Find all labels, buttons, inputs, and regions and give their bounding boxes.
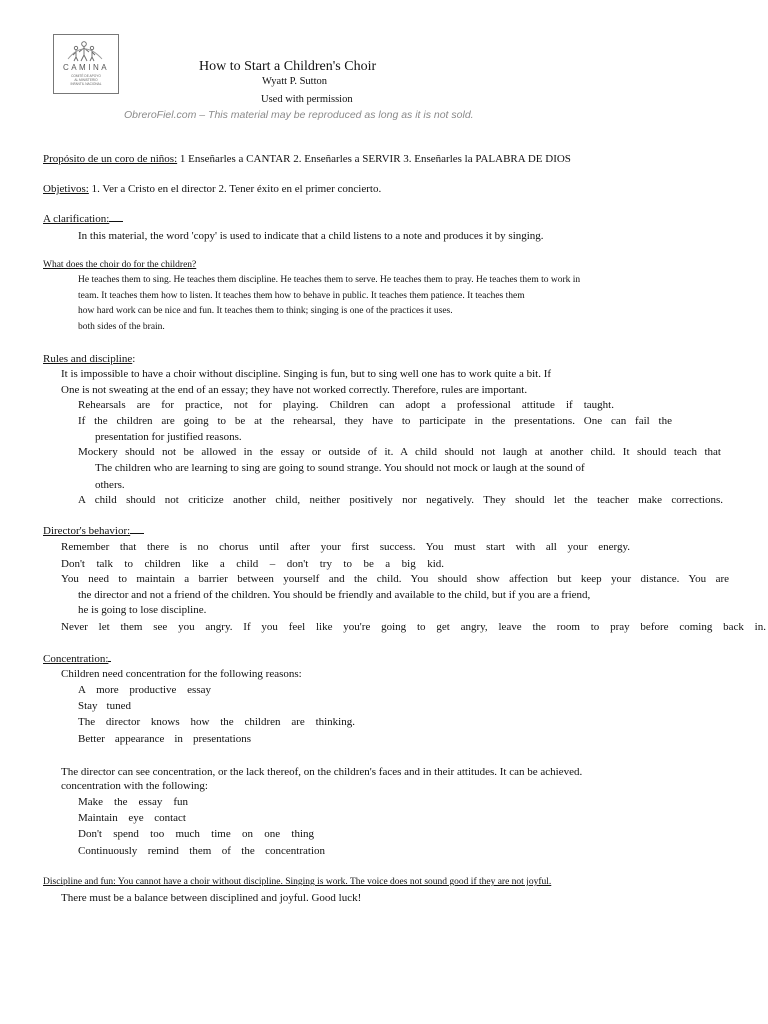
concentration-method: Make the essay fun: [78, 796, 188, 808]
what-does-line: team. It teaches them how to listen. It teaches them how to behave in public. It teaches them patience. It teaches them: [78, 291, 525, 301]
what-does-line: both sides of the brain.: [78, 322, 165, 332]
rules-item: others.: [95, 479, 125, 491]
concentration-reason: The director knows how the children are thinking.: [78, 716, 355, 728]
purpose-label: Propósito de un coro de niños:: [43, 153, 178, 165]
director-heading-line: [43, 525, 144, 537]
concentration-heading-line: [43, 653, 111, 665]
purpose-text: 1 Enseñarles a CANTAR 2. Enseñarles a SERVIR 3. Enseñarles la PALABRA DE DIOS: [177, 153, 571, 165]
director-line: Never let them see you angry. If you feel like you're going to get angry, leave the room to pray before coming back in.: [61, 621, 766, 633]
rules-item: presentation for justified reasons.: [95, 431, 242, 443]
director-line: You need to maintain a barrier between yourself and the child. You should show affection but keep your distance. You are: [61, 573, 729, 585]
concentration-reason: A more productive essay: [78, 684, 211, 696]
concentration-reason: Better appearance in presentations: [78, 733, 251, 745]
rules-item: Rehearsals are for practice, not for playing. Children can adopt a professional attitude if taught.: [78, 399, 614, 411]
clarification-heading-line: [43, 213, 123, 225]
director-heading: Director's behavior:: [43, 525, 131, 537]
concentration-method: Don't spend too much time on one thing: [78, 828, 314, 840]
concentration-heading: Concentration:: [43, 653, 109, 665]
document-title: How to Start a Children's Choir: [199, 59, 377, 74]
concentration-reason: Stay tuned: [78, 700, 131, 712]
rules-item: The children who are learning to sing are going to sound strange. You should not mock or laugh at the sound of: [95, 462, 585, 474]
discipline-fun-closing: There must be a balance between disciplined and joyful. Good luck!: [61, 892, 362, 904]
logo-tagline: AL MINISTERIO: [74, 78, 98, 82]
heading-underline: [109, 220, 123, 222]
heading-underline: [108, 660, 111, 662]
logo-tagline: COMITÉ DE APOYO: [71, 74, 101, 78]
director-line: he is going to lose discipline.: [78, 604, 207, 616]
rules-item: Mockery should not be allowed in the essay or outside of it. A child should not laugh at another child. It should teach that: [78, 446, 721, 458]
objectives-text: 1. Ver a Cristo en el director 2. Tener éxito en el primer concierto.: [91, 183, 382, 195]
purpose-line: [43, 153, 571, 165]
camina-logo: [53, 34, 119, 94]
objectives-label: Objetivos:: [43, 183, 89, 195]
what-does-heading: What does the choir do for the children?: [43, 260, 197, 270]
heading-underline: [130, 532, 144, 534]
concentration-paragraph: The director can see concentration, or the lack thereof, on the children's faces and in their attitudes. It can be achieved.: [61, 766, 583, 778]
director-line: Remember that there is no chorus until after your first success. You must start with all your energy.: [61, 541, 630, 553]
rules-item: A child should not criticize another child, neither positively nor negatively. They should let the teacher make corrections.: [78, 494, 723, 506]
concentration-method: Maintain eye contact: [78, 812, 186, 824]
rules-item: If the children are going to be at the rehearsal, they have to participate in the presentations. One can fail the: [78, 415, 672, 427]
objectives-line: [43, 183, 382, 195]
rules-heading-line: [43, 353, 135, 365]
concentration-method: Continuously remind them of the concentration: [78, 845, 325, 857]
rules-intro: One is not sweating at the end of an essay; they have not worked correctly. Therefore, rules are important.: [61, 384, 528, 396]
author: Wyatt P. Sutton: [262, 76, 327, 87]
reproduction-note: ObreroFiel.com – This material may be reproduced as long as it is not sold.: [124, 109, 474, 121]
rules-heading: Rules and discipline: [43, 353, 133, 365]
rules-heading-colon: :: [132, 353, 136, 365]
concentration-intro: Children need concentration for the following reasons:: [61, 668, 302, 680]
what-does-line: He teaches them to sing. He teaches them discipline. He teaches them to serve. He teaches them to pray. He teaches them to work in: [78, 275, 581, 285]
director-line: Don't talk to children like a child – don't try to be a big kid.: [61, 558, 444, 570]
logo-name: CAMINA: [62, 63, 110, 72]
clarification-heading: A clarification:: [43, 213, 110, 225]
logo-tagline: INFANTIL NACIONAL: [70, 82, 102, 86]
rules-intro: It is impossible to have a choir without discipline. Singing is fun, but to sing well one has to work quite a bit. If: [61, 368, 552, 380]
concentration-paragraph: concentration with the following:: [61, 780, 208, 792]
discipline-fun-heading: Discipline and fun: You cannot have a choir without discipline. Singing is work. The voice does not sound good if they are not joyful.: [43, 877, 552, 887]
clarification-text: In this material, the word 'copy' is used to indicate that a child listens to a note and produces it by singing.: [78, 230, 544, 242]
what-does-line: how hard work can be nice and fun. It teaches them to think; singing is one of the practices it uses.: [78, 306, 453, 316]
permission-note: Used with permission: [261, 94, 353, 105]
director-line: the director and not a friend of the children. You should be friendly and available to the child, but if you are a friend,: [78, 589, 591, 601]
